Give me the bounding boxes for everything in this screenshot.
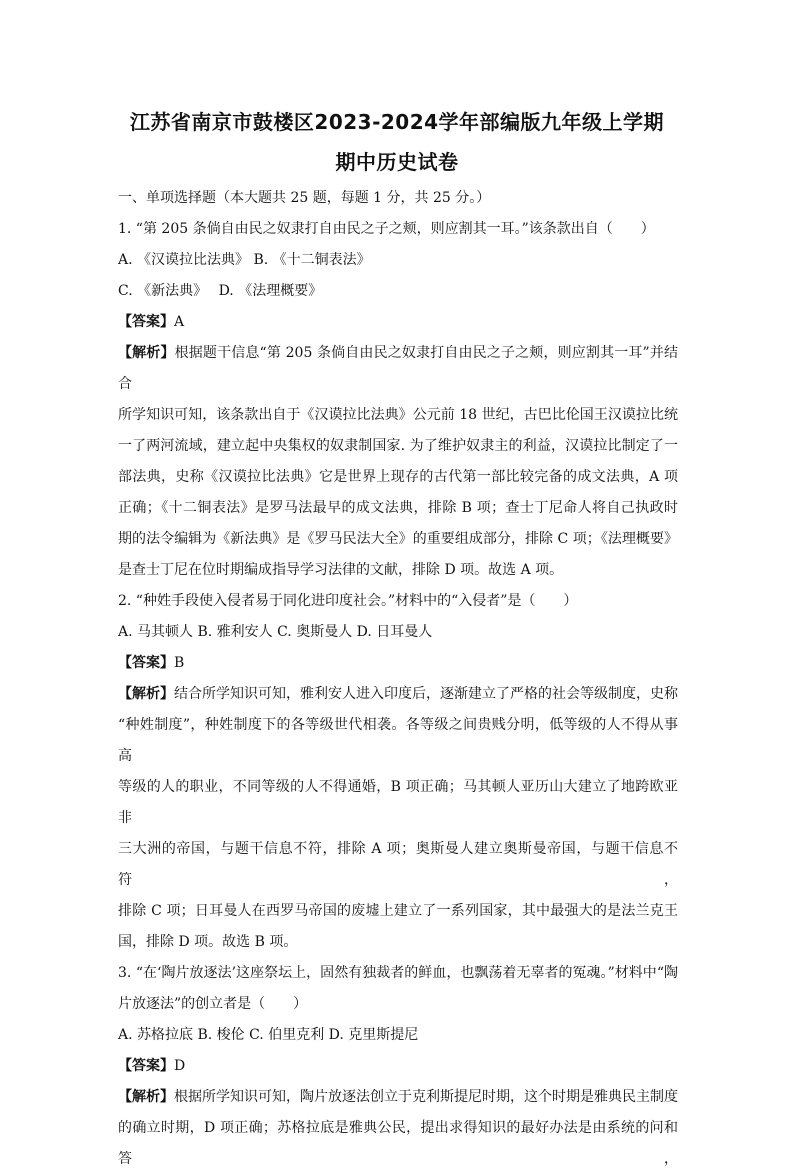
- analysis-line: 【解析】根据题干信息“第 205 条倘自由民之奴隶打自由民之子之颊，则应割其一耳”并结合: [118, 345, 679, 392]
- analysis-line: “种姓制度”，种姓制度下的各等级世代相袭。各等级之间贵贱分明，低等级的人不得从事高: [118, 717, 678, 764]
- analysis-line: 国，排除 D 项。故选 B 项。: [118, 934, 298, 950]
- question-3-stem-line2: 片放逐法”的创立者是（ ）: [118, 996, 308, 1012]
- analysis-line: 一了两河流域，建立起中央集权的奴隶制国家. 为了维护奴隶主的利益，汉谟拉比制定了一: [118, 438, 678, 454]
- question-3-analysis: [118, 1082, 678, 1175]
- analysis-tag: 【解析】: [118, 345, 175, 361]
- answer-tag: 【答案】: [118, 655, 174, 671]
- document-title-line1: 江苏省南京市鼓楼区2023-2024学年部编版九年级上学期: [129, 110, 665, 134]
- analysis-line: 期的法令编辑为《新法典》是《罗马民法大全》的重要组成部分，排除 C 项；《法理概要》: [118, 531, 678, 547]
- question-2-analysis: [118, 679, 678, 958]
- question-2-stem: 2. “种姓手段使入侵者易于同化进印度社会。”材料中的“入侵者”是（ ）: [118, 593, 578, 609]
- answer-value: B: [174, 655, 185, 671]
- analysis-line: 【解析】根据所学知识可知，陶片放逐法创立于克利斯提尼时期，这个时期是雅典民主制度: [118, 1089, 678, 1105]
- question-2-answer: [118, 648, 678, 679]
- answer-tag: 【答案】: [118, 1058, 174, 1074]
- answer-tag: 【答案】: [118, 314, 174, 330]
- question-3-stem-line1: 3. “在‘陶片放逐法’这座祭坛上，固然有独裁者的鲜血，也飘荡着无辜者的冤魂。”材料中“陶: [118, 965, 678, 981]
- analysis-line: 排除 C 项；日耳曼人在西罗马帝国的废墟上建立了一系列国家，其中最强大的是法兰克王: [118, 903, 678, 919]
- question-1-stem: 1. “第 205 条倘自由民之奴隶打自由民之子之颊，则应割其一耳。”该条款出自（ ）: [118, 221, 655, 237]
- analysis-line: 正确；《十二铜表法》是罗马法最早的成文法典，排除 B 项；查士丁尼命人将自己执政时: [118, 500, 678, 516]
- answer-value: A: [174, 314, 185, 330]
- analysis-line: 三大洲的帝国，与题干信息不符，排除 A 项；奥斯曼人建立奥斯曼帝国，与题干信息不符，: [118, 841, 678, 888]
- question-2-options: A. 马其顿人 B. 雅利安人 C. 奥斯曼人 D. 日耳曼人: [118, 624, 433, 640]
- question-1-options-cd: C. 《新法典》 D. 《法理概要》: [118, 283, 323, 299]
- analysis-line: 等级的人的职业，不同等级的人不得通婚，B 项正确；马其顿人亚历山大建立了地跨欧亚非: [118, 779, 678, 826]
- analysis-line: 所学知识可知，该条款出自于《汉谟拉比法典》公元前 18 世纪，古巴比伦国王汉谟拉比统: [118, 407, 678, 423]
- analysis-line: 是查士丁尼在位时期编成指导学习法律的文献，排除 D 项。故选 A 项。: [118, 562, 564, 578]
- analysis-line: 部法典，史称《汉谟拉比法典》它是世界上现存的古代第一部比较完备的成文法典，A 项: [118, 469, 678, 485]
- question-1-analysis: [118, 338, 678, 586]
- answer-value: D: [174, 1058, 186, 1074]
- question-3-options: A. 苏格拉底 B. 梭伦 C. 伯里克利 D. 克里斯提尼: [118, 1027, 419, 1043]
- question-1-answer: [118, 307, 678, 338]
- question-3-answer: [118, 1051, 678, 1082]
- analysis-line: 的确立时期，D 项正确；苏格拉底是雅典公民，提出求得知识的最好办法是由系统的问和答，: [118, 1120, 678, 1167]
- document-title-line2: 期中历史试卷: [335, 150, 459, 174]
- section-heading: 一、单项选择题（本大题共 25 题，每题 1 分，共 25 分。）: [118, 190, 491, 206]
- analysis-tag: 【解析】: [118, 686, 174, 702]
- question-1-options-ab: A. 《汉谟拉比法典》 B. 《十二铜表法》: [118, 252, 371, 268]
- document-body: [118, 183, 678, 1175]
- analysis-line: 【解析】结合所学知识可知，雅利安人进入印度后，逐渐建立了严格的社会等级制度，史称: [118, 686, 678, 702]
- analysis-tag: 【解析】: [118, 1089, 174, 1105]
